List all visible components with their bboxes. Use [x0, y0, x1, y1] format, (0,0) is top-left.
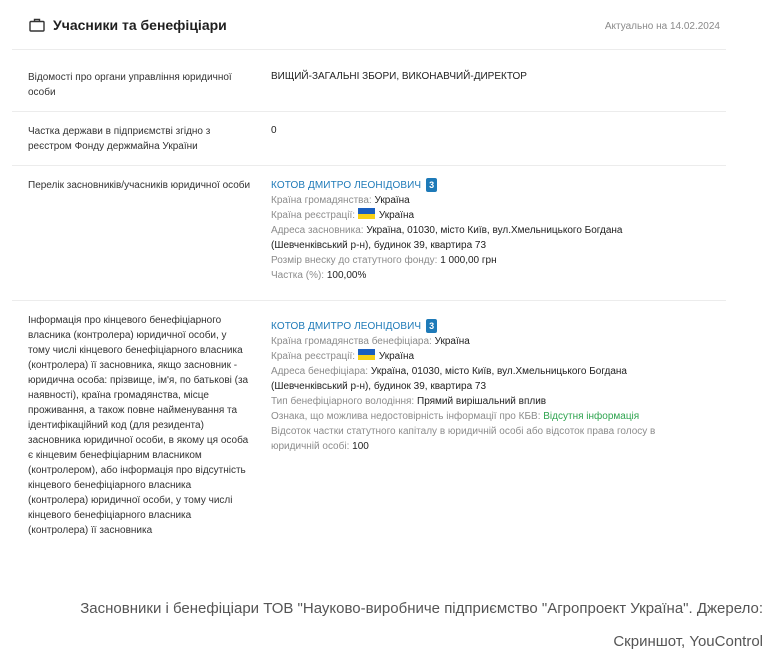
beneficiary-percent: Відсоток частки статутного капіталу в юридичній особі або відсоток права голосу в [271, 426, 656, 437]
founder-address-cont: (Шевченківський р-н), будинок 39, квартира 73 [271, 240, 487, 251]
governance-value: ВИЩИЙ-ЗАГАЛЬНІ ЗБОРИ, ВИКОНАВЧИЙ-ДИРЕКТОР [271, 71, 527, 82]
founder-name-link[interactable]: КОТОВ ДМИТРО ЛЕОНІДОВИЧ [271, 179, 422, 191]
beneficiary-kbv: Ознака, що можлива недостовірність інформації про КБВ: Відсутня інформація [271, 411, 640, 422]
founder-capital: Розмір внеску до статутного фонду: 1 000,00 грн [271, 255, 497, 266]
state-share-row [12, 112, 726, 166]
founder-entry [271, 177, 671, 193]
founder-citizenship: Країна громадянства: Україна [271, 195, 410, 206]
beneficiary-citizenship: Країна громадянства бенефіціара: Україна [271, 336, 470, 347]
state-share-label: Частка держави в підприємстві згідно з реєстром Фонду держмайна України [28, 126, 211, 152]
governance-label: Відомості про органи управління юридичної особи [28, 72, 232, 98]
founder-address: Адреса засновника: Україна, 01030, місто Київ, вул.Хмельницького Богдана [271, 225, 623, 236]
beneficiary-value [271, 318, 671, 454]
founder-count-badge[interactable]: 3 [426, 178, 437, 192]
beneficiary-percent-cont: юридичній особі: 100 [271, 441, 369, 452]
participants-card [12, 0, 726, 566]
ukraine-flag-icon [358, 349, 375, 360]
image-caption-line1: Засновники і бенефіціари ТОВ "Науково-виробниче підприємство "Агропроект Україна". Джерело: [80, 600, 763, 617]
beneficiary-address-cont: (Шевченківський р-н), будинок 39, квартира 73 [271, 381, 487, 392]
card-title: Учасники та бенефіціари [53, 17, 227, 33]
founder-registration: Країна реєстрації: Україна [271, 210, 415, 221]
founder-share: Частка (%): 100,00% [271, 270, 367, 281]
state-share-value: 0 [271, 125, 277, 136]
beneficiary-registration: Країна реєстрації: Україна [271, 351, 415, 362]
beneficiary-row [12, 301, 726, 566]
actual-date: Актуально на 14.02.2024 [604, 21, 720, 32]
ukraine-flag-icon [358, 208, 375, 219]
beneficiary-ownership: Тип бенефіціарного володіння: Прямий вирішальний вплив [271, 396, 547, 407]
founders-label: Перелік засновників/учасників юридичної особи [28, 180, 251, 191]
governance-row [12, 50, 726, 112]
founders-value [271, 177, 671, 283]
image-caption-line2: Скриншот, YouControl [613, 633, 763, 650]
beneficiary-label: Інформація про кінцевого бенефіціарного власника (контролера) юридичної особи, у тому числі кінцевого бенефіціарного власника (контролера) її засновника, якщо засновник - юридична особа: прізвище, ім'я, по батькові (за наявності), країна громадянства, місце проживання, а також повне найменування та ідентифікаційний код (для резидента) засновника юридичної особи, в якому ця особа є кінцевим бенефіціарним власником (контролером), або інформація про відсутність кінцевого бенефіціарного власника (контролера) юридичної особи, у тому числі кінцевого бенефіціарного власника (контролера) її засновника [28, 315, 249, 536]
card-header [12, 0, 726, 50]
beneficiary-address: Адреса бенефіціара: Україна, 01030, місто Київ, вул.Хмельницького Богдана [271, 366, 627, 377]
founders-row [12, 166, 726, 301]
briefcase-icon [29, 18, 45, 32]
beneficiary-count-badge[interactable]: 3 [426, 319, 437, 333]
beneficiary-entry [271, 318, 671, 334]
beneficiary-name-link[interactable]: КОТОВ ДМИТРО ЛЕОНІДОВИЧ [271, 320, 422, 332]
